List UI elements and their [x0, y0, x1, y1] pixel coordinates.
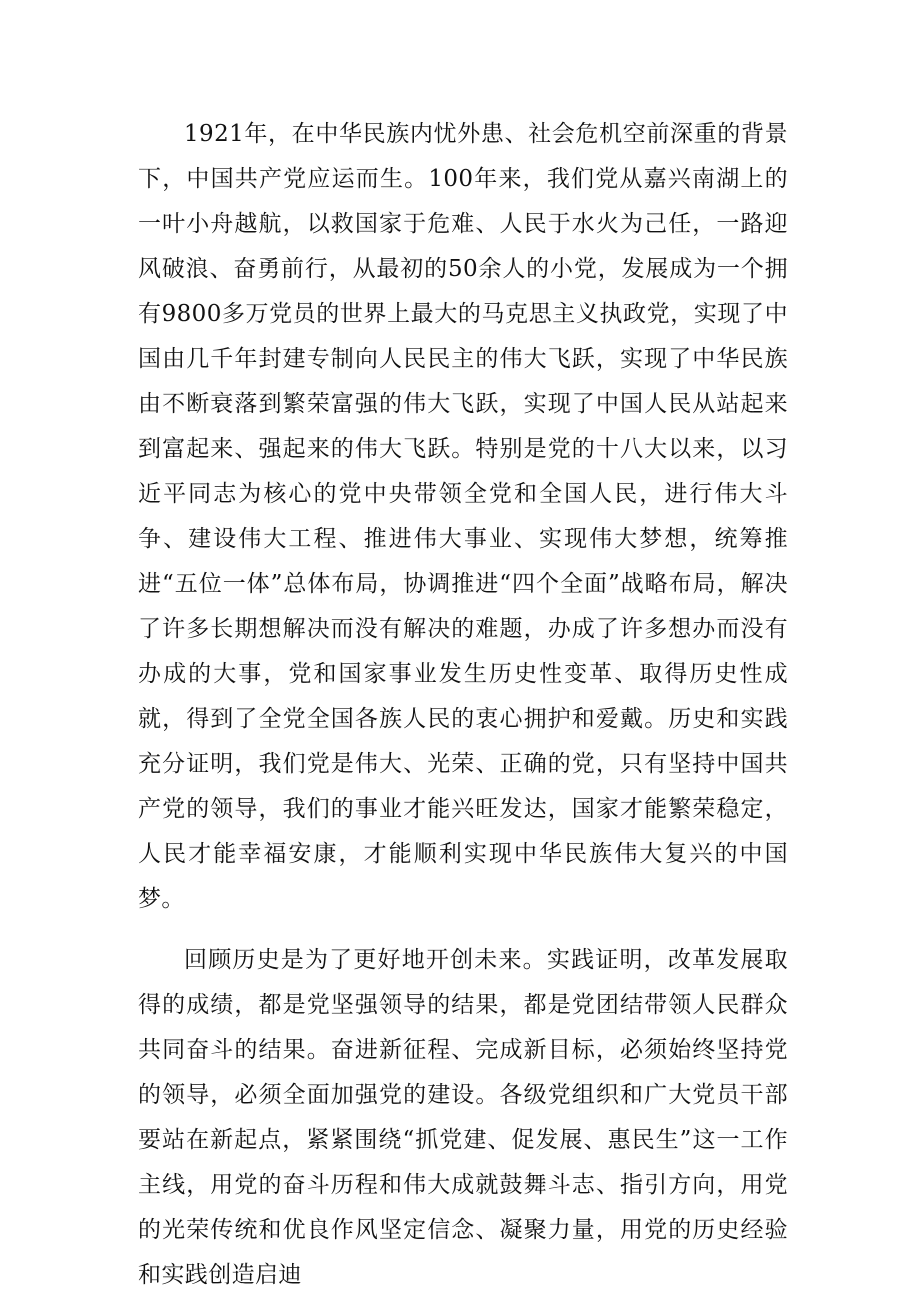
- paragraph-future: 回顾历史是为了更好地开创未来。实践证明，改革发展取得的成绩，都是党坚强领导的结果，都是党团结带领人民群众共同奋斗的结果。奋进新征程、完成新目标，必须始终坚持党的领导，必须全面加强党的建设。各级党组织和广大党员干部要站在新起点，紧紧围绕“抓党建、促发展、惠民生”这一工作主线，用党的奋斗历程和伟大成就鼓舞斗志、指引方向，用党的光荣传统和优良作风坚定信念、凝聚力量，用党的历史经验和实践创造启迪: [138, 947, 788, 1288]
- document-body: [138, 112, 788, 1298]
- paragraph-history: 1921年，在中华民族内忧外患、社会危机空前深重的背景下，中国共产党应运而生。100年来，我们党从嘉兴南湖上的一叶小舟越航，以救国家于危难、人民于水火为己任，一路迎风破浪、奋勇前行，从最初的50余人的小党，发展成为一个拥有9800多万党员的世界上最大的马克思主义执政党，实现了中国由几千年封建专制向人民民主的伟大飞跃，实现了中华民族由不断衰落到繁荣富强的伟大飞跃，实现了中国人民从站起来到富起来、强起来的伟大飞跃。特别是党的十八大以来，以习近平同志为核心的党中央带领全党和全国人民，进行伟大斗争、建设伟大工程、推进伟大事业、实现伟大梦想，统筹推进“五位一体”总体布局，协调推进“四个全面”战略布局，解决了许多长期想解决而没有解决的难题，办成了许多想办而没有办成的大事，党和国家事业发生历史性变革、取得历史性成就，得到了全党全国各族人民的衷心拥护和爱戴。历史和实践充分证明，我们党是伟大、光荣、正确的党，只有坚持中国共产党的领导，我们的事业才能兴旺发达，国家才能繁荣稳定，人民才能幸福安康，才能顺利实现中华民族伟大复兴的中国梦。: [138, 121, 788, 912]
